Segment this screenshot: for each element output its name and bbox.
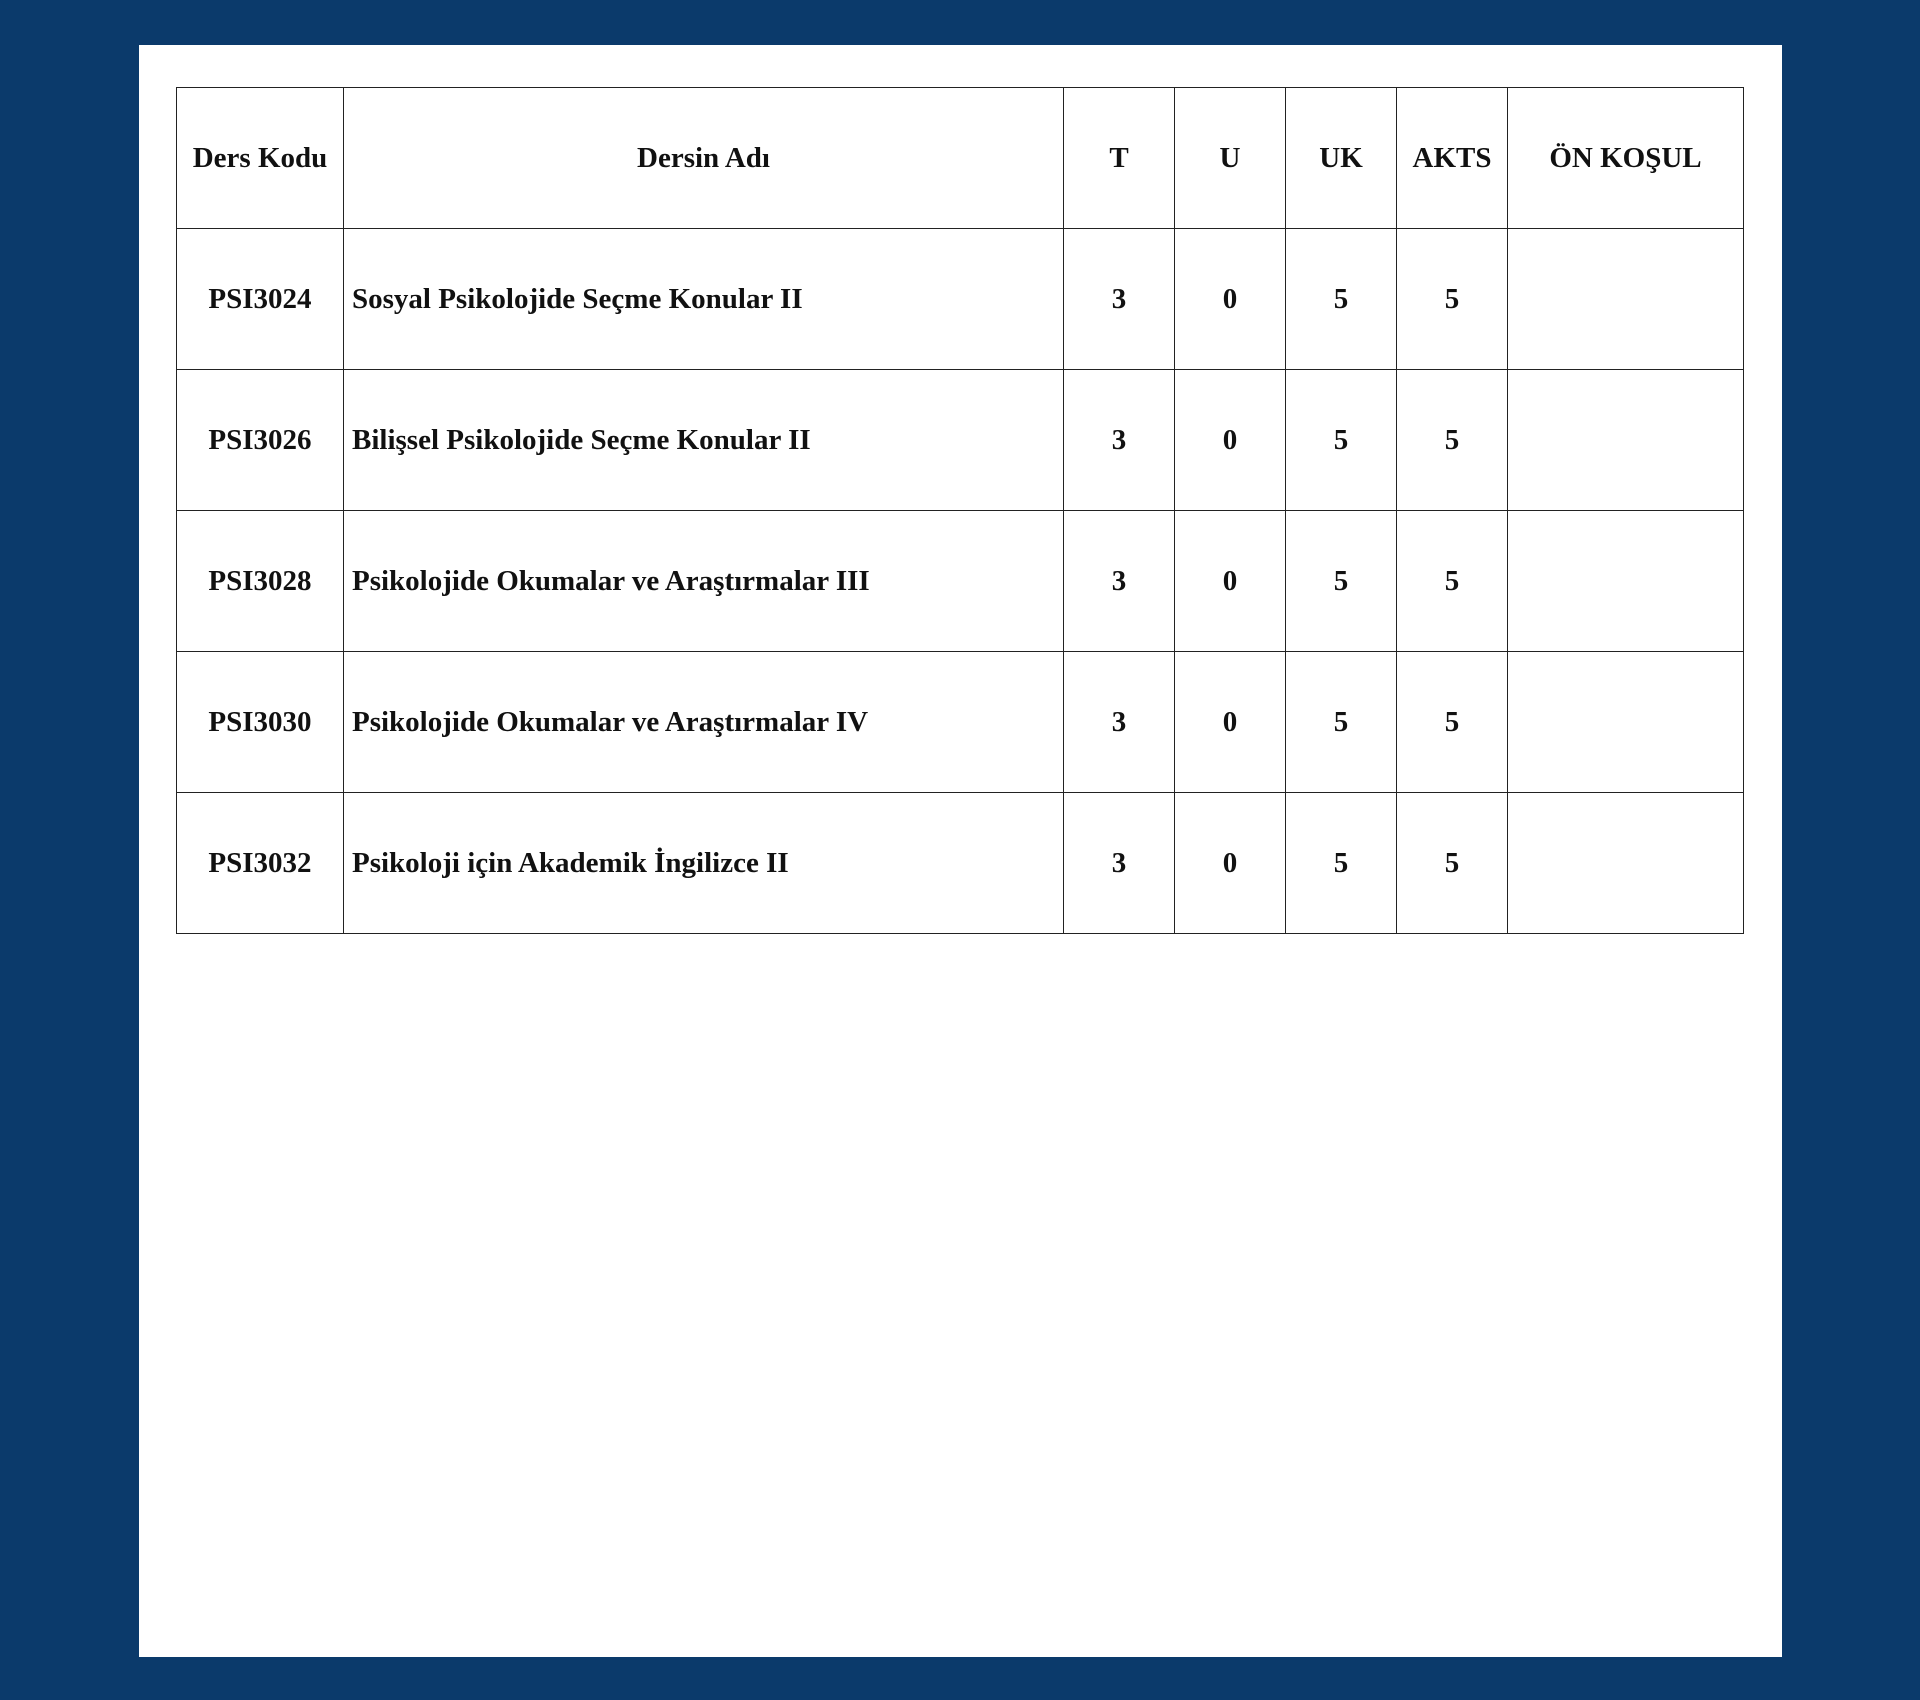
akts-cell: 5 [1397,652,1508,793]
header-akts: AKTS [1397,88,1508,229]
t-cell: 3 [1064,511,1175,652]
course-name-cell: Psikolojide Okumalar ve Araştırmalar IV [344,652,1064,793]
course-name-cell: Sosyal Psikolojide Seçme Konular II [344,229,1064,370]
table-row [177,370,1744,511]
t-cell: 3 [1064,793,1175,934]
akts-cell: 5 [1397,511,1508,652]
t-cell: 3 [1064,652,1175,793]
u-cell: 0 [1175,511,1286,652]
u-cell: 0 [1175,370,1286,511]
u-cell: 0 [1175,793,1286,934]
prereq-cell [1508,652,1744,793]
table-row [177,793,1744,934]
prereq-cell [1508,229,1744,370]
uk-cell: 5 [1286,229,1397,370]
header-t: T [1064,88,1175,229]
uk-cell: 5 [1286,652,1397,793]
prereq-cell [1508,793,1744,934]
table-row [177,229,1744,370]
t-cell: 3 [1064,229,1175,370]
u-cell: 0 [1175,652,1286,793]
uk-cell: 5 [1286,511,1397,652]
header-dersin-adi: Dersin Adı [344,88,1064,229]
uk-cell: 5 [1286,793,1397,934]
course-code-cell: PSI3024 [177,229,344,370]
table-header-row [177,88,1744,229]
course-code-cell: PSI3032 [177,793,344,934]
header-ders-kodu: Ders Kodu [177,88,344,229]
course-code-cell: PSI3028 [177,511,344,652]
course-table [176,87,1744,934]
uk-cell: 5 [1286,370,1397,511]
document-page [139,45,1782,1657]
akts-cell: 5 [1397,370,1508,511]
akts-cell: 5 [1397,229,1508,370]
header-uk: UK [1286,88,1397,229]
t-cell: 3 [1064,370,1175,511]
akts-cell: 5 [1397,793,1508,934]
header-on-kosul: ÖN KOŞUL [1508,88,1744,229]
course-name-cell: Psikoloji için Akademik İngilizce II [344,793,1064,934]
u-cell: 0 [1175,229,1286,370]
prereq-cell [1508,370,1744,511]
course-name-cell: Psikolojide Okumalar ve Araştırmalar III [344,511,1064,652]
course-code-cell: PSI3030 [177,652,344,793]
table-row [177,652,1744,793]
course-code-cell: PSI3026 [177,370,344,511]
table-row [177,511,1744,652]
header-u: U [1175,88,1286,229]
course-name-cell: Bilişsel Psikolojide Seçme Konular II [344,370,1064,511]
prereq-cell [1508,511,1744,652]
